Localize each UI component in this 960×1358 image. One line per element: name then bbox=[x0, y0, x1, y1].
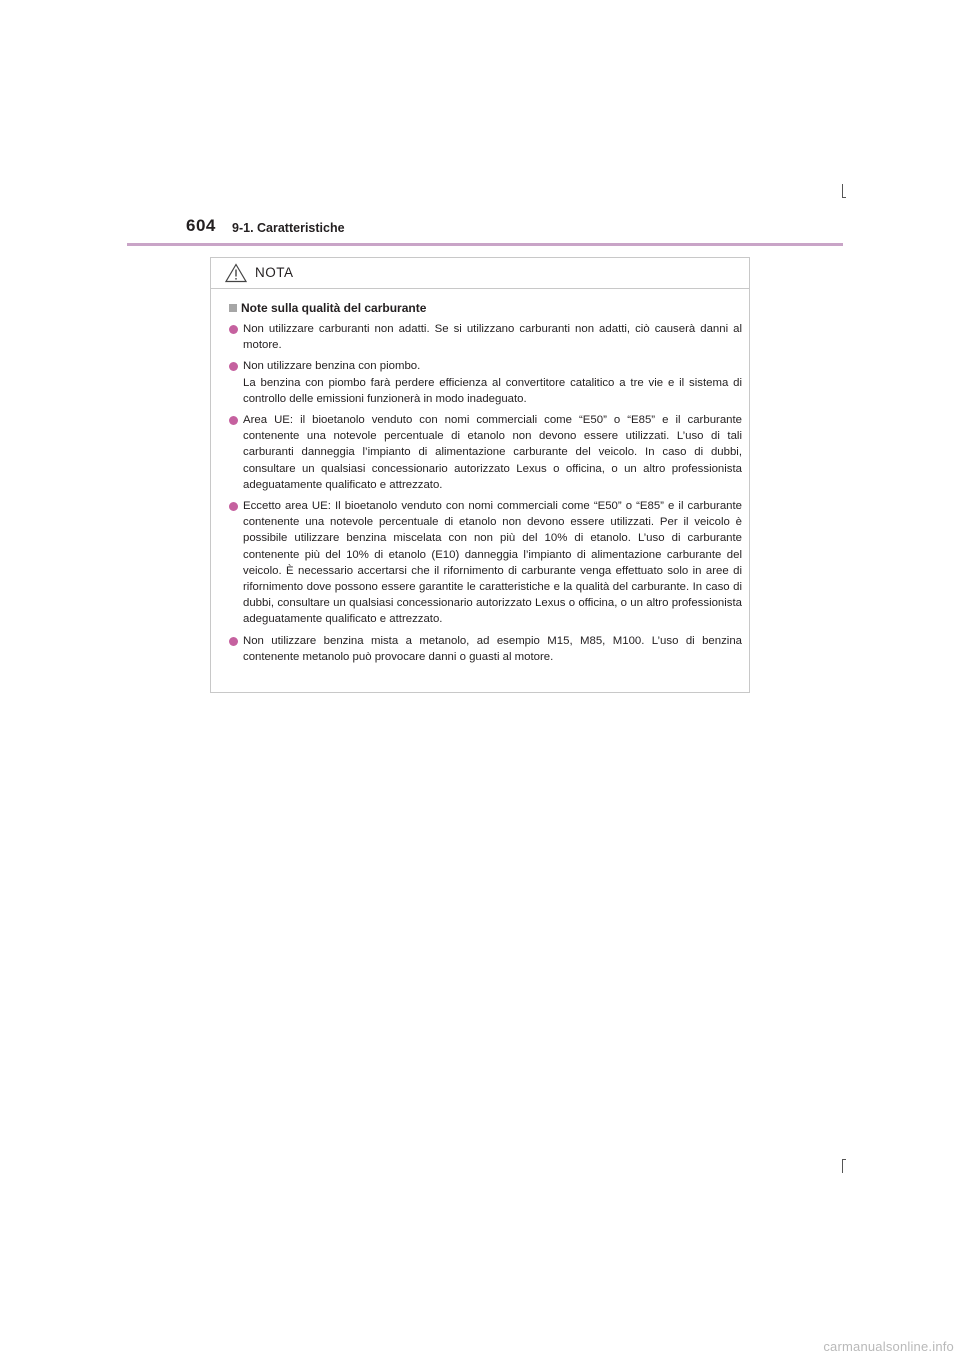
square-bullet-icon bbox=[229, 304, 237, 312]
note-item-text: Eccetto area UE: Il bioetanolo venduto con nomi commerciali come “E50” o “E85” e il carburante contenente una notevole percentuale di etanolo non devono essere utilizzati. Per il veicolo è possibile utilizzare benzina miscelata con non più del 10% di etanolo. L’uso di carburante contenente più del 10% di etanolo (E10) danneggia l’impianto di alimentazione carburante del veicolo. È necessario accertarsi che il rifornimento di carburante venga effettuato solo in aree di rifornimento dove possono essere garantite le caratteristiche e la qualità del carburante. In caso di dubbi, consultare un qualsiasi concessionario autorizzato Lexus o officina, o un altro professionista adeguatamente qualificato e attrezzato. bbox=[243, 500, 742, 626]
header-rule bbox=[127, 243, 843, 246]
bullet-icon bbox=[229, 416, 238, 425]
note-subheading-text: Note sulla qualità del carburante bbox=[241, 301, 427, 315]
bullet-icon bbox=[229, 362, 238, 371]
watermark: carmanualsonline.info bbox=[823, 1339, 954, 1354]
section-title: 9-1. Caratteristiche bbox=[232, 221, 345, 235]
page-number: 604 bbox=[186, 216, 216, 235]
note-title: NOTA bbox=[255, 265, 294, 280]
note-item bbox=[229, 321, 742, 353]
note-items bbox=[229, 321, 742, 665]
warning-triangle-icon bbox=[225, 263, 247, 283]
crop-mark-top bbox=[842, 184, 843, 198]
bullet-icon bbox=[229, 637, 238, 646]
crop-mark-bottom bbox=[842, 1159, 843, 1173]
note-item-text: Non utilizzare benzina con piombo. bbox=[243, 360, 421, 373]
note-box bbox=[210, 257, 750, 693]
note-item-text: Area UE: il bioetanolo venduto con nomi commerciali come “E50” o “E85” e il carburante contenente una notevole percentuale di etanolo non devono essere utilizzati. L’uso di tali carburanti danneggia l’impianto di alimentazione carburante del veicolo. In caso di dubbi, consultare un qualsiasi concessionario autorizzato Lexus o officina, o un altro professionista adeguatamente qualificato e attrezzato. bbox=[243, 414, 742, 491]
note-item bbox=[229, 358, 742, 407]
note-item bbox=[229, 412, 742, 493]
note-header bbox=[211, 258, 749, 289]
note-item-text: Non utilizzare benzina mista a metanolo, ad esempio M15, M85, M100. L’uso di benzina contenente metanolo può provocare danni o guasti al motore. bbox=[243, 634, 742, 663]
bullet-icon bbox=[229, 502, 238, 511]
note-item bbox=[229, 498, 742, 628]
bullet-icon bbox=[229, 325, 238, 334]
note-item-text: La benzina con piombo farà perdere efficienza al convertitore catalitico a tre vie e il sistema di controllo delle emissioni funzionerà in modo inadeguato. bbox=[243, 376, 742, 405]
note-item bbox=[229, 633, 742, 665]
note-body bbox=[211, 289, 749, 665]
note-subheading bbox=[229, 301, 742, 315]
note-item-text: Non utilizzare carburanti non adatti. Se si utilizzano carburanti non adatti, ciò causerà danni al motore. bbox=[243, 323, 742, 352]
